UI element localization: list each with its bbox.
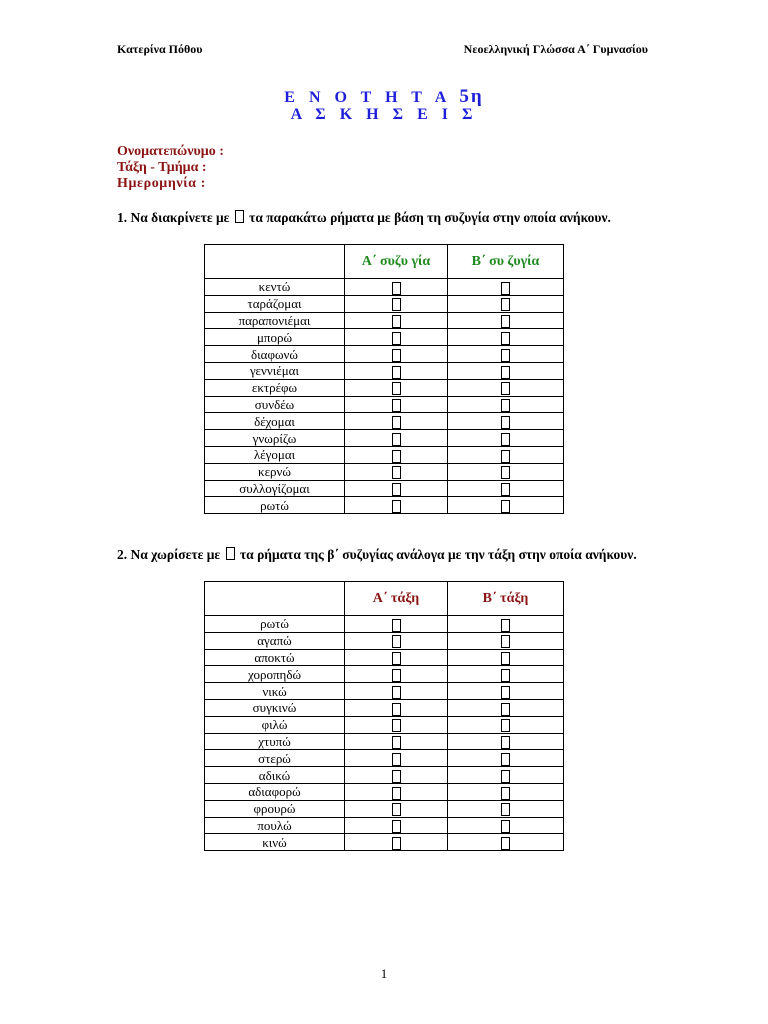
checkbox-b[interactable]	[501, 719, 510, 732]
checkbox-b[interactable]	[501, 787, 510, 800]
checkbox-cell-b	[448, 632, 564, 649]
checkbox-b[interactable]	[501, 686, 510, 699]
exercise1-prompt	[117, 209, 657, 227]
verb-cell: χτυπώ	[205, 733, 345, 750]
checkbox-b[interactable]	[501, 332, 510, 345]
checkbox-cell-b	[448, 817, 564, 834]
verb-cell: αδιαφορώ	[205, 783, 345, 800]
verb-cell: αδικώ	[205, 767, 345, 784]
table-row	[205, 783, 564, 800]
exercise2-table	[204, 581, 564, 851]
checkbox-cell-b	[448, 683, 564, 700]
checkbox-b[interactable]	[501, 652, 510, 665]
checkbox-cell-a	[345, 800, 448, 817]
checkbox-cell-a	[345, 463, 448, 480]
checkbox-cell-a	[345, 817, 448, 834]
checkbox-cell-b	[448, 834, 564, 851]
checkbox-a[interactable]	[392, 399, 401, 412]
table-row	[205, 632, 564, 649]
col-b-header: Β΄ τάξη	[448, 582, 564, 616]
checkbox-cell-b	[448, 279, 564, 296]
col-b-header: Β΄ συ ζυγία	[448, 245, 564, 279]
verb-cell: στερώ	[205, 750, 345, 767]
checkbox-cell-a	[345, 413, 448, 430]
verb-cell: φρουρώ	[205, 800, 345, 817]
checkbox-b[interactable]	[501, 366, 510, 379]
table-row	[205, 413, 564, 430]
table-row	[205, 699, 564, 716]
checkbox-a[interactable]	[392, 282, 401, 295]
verb-cell: ρωτώ	[205, 616, 345, 633]
table-row	[205, 329, 564, 346]
col-a-header: Α΄ συζυ γία	[345, 245, 448, 279]
checkbox-cell-a	[345, 362, 448, 379]
checkbox-a[interactable]	[392, 703, 401, 716]
verb-cell: αγαπώ	[205, 632, 345, 649]
table-row	[205, 379, 564, 396]
table-row	[205, 683, 564, 700]
checkbox-b[interactable]	[501, 669, 510, 682]
checkbox-cell-b	[448, 767, 564, 784]
table-row	[205, 817, 564, 834]
checkbox-cell-a	[345, 295, 448, 312]
table-row	[205, 834, 564, 851]
checkbox-cell-b	[448, 379, 564, 396]
checkbox-cell-b	[448, 666, 564, 683]
verb-cell: ταράζομαι	[205, 295, 345, 312]
verb-cell: λέγομαι	[205, 446, 345, 463]
verb-cell: φιλώ	[205, 716, 345, 733]
checkbox-cell-a	[345, 312, 448, 329]
verb-cell: γεννιέμαι	[205, 362, 345, 379]
checkbox-a[interactable]	[392, 770, 401, 783]
checkbox-cell-a	[345, 616, 448, 633]
unit-number: 5η	[459, 86, 484, 107]
verb-column-header	[205, 582, 345, 616]
checkbox-cell-b	[448, 649, 564, 666]
checkbox-cell-b	[448, 616, 564, 633]
checkbox-cell-b	[448, 396, 564, 413]
table-row	[205, 295, 564, 312]
table-row	[205, 362, 564, 379]
checkbox-b[interactable]	[501, 433, 510, 446]
checkbox-a[interactable]	[392, 366, 401, 379]
table-row	[205, 463, 564, 480]
verb-cell: γνωρίζω	[205, 430, 345, 447]
header-author: Κατερίνα Πόθου	[117, 42, 203, 56]
checkbox-b[interactable]	[501, 298, 510, 311]
name-field-label: Ονοματεπώνυμο :	[117, 144, 224, 159]
checkbox-b[interactable]	[501, 837, 510, 850]
checkbox-cell-b	[448, 430, 564, 447]
checkbox-cell-b	[448, 312, 564, 329]
verb-cell: πουλώ	[205, 817, 345, 834]
verb-cell: παραπονιέμαι	[205, 312, 345, 329]
checkbox-a[interactable]	[392, 803, 401, 816]
checkbox-b[interactable]	[501, 282, 510, 295]
checkbox-b[interactable]	[501, 416, 510, 429]
exercise1-prompt-start: 1. Να διακρίνετε με	[117, 210, 230, 225]
checkbox-b[interactable]	[501, 803, 510, 816]
verb-column-header	[205, 245, 345, 279]
checkbox-cell-b	[448, 733, 564, 750]
verb-cell: χοροπηδώ	[205, 666, 345, 683]
checkbox-cell-a	[345, 329, 448, 346]
checkbox-a[interactable]	[392, 837, 401, 850]
checkbox-b[interactable]	[501, 382, 510, 395]
checkbox-b[interactable]	[501, 466, 510, 479]
verb-cell: μπορώ	[205, 329, 345, 346]
table-row	[205, 312, 564, 329]
checkbox-b[interactable]	[501, 770, 510, 783]
table-row	[205, 767, 564, 784]
checkbox-a[interactable]	[392, 450, 401, 463]
table-row	[205, 649, 564, 666]
checkbox-cell-b	[448, 329, 564, 346]
table-row	[205, 480, 564, 497]
table-row	[205, 733, 564, 750]
table-row	[205, 497, 564, 514]
table-row	[205, 616, 564, 633]
checkbox-cell-a	[345, 396, 448, 413]
checkbox-a[interactable]	[392, 736, 401, 749]
checkbox-a[interactable]	[392, 820, 401, 833]
checkbox-b[interactable]	[501, 635, 510, 648]
date-field-label: Ημερομηνία :	[117, 176, 206, 191]
checkbox-a[interactable]	[392, 315, 401, 328]
checkbox-b[interactable]	[501, 483, 510, 496]
checkbox-cell-a	[345, 279, 448, 296]
checkbox-cell-b	[448, 716, 564, 733]
verb-cell: κερνώ	[205, 463, 345, 480]
verb-cell: δέχομαι	[205, 413, 345, 430]
exercise1-table	[204, 244, 564, 514]
checkbox-cell-a	[345, 649, 448, 666]
checkbox-cell-b	[448, 295, 564, 312]
checkbox-b[interactable]	[501, 450, 510, 463]
checkbox-b[interactable]	[501, 736, 510, 749]
exercise1-prompt-end: τα παρακάτω ρήματα με βάση τη συζυγία στην οποία ανήκουν.	[249, 210, 611, 225]
table-row	[205, 666, 564, 683]
exercise2-prompt-end: τα ρήματα της β΄ συζυγίας ανάλογα με την τάξη στην οποία ανήκουν.	[239, 547, 637, 562]
checkbox-a[interactable]	[392, 719, 401, 732]
class-field-label: Τάξη - Τμήμα :	[117, 160, 207, 175]
exercises-title: Α Σ Κ Η Σ Ε Ι Σ	[290, 106, 478, 123]
table-row	[205, 279, 564, 296]
checkbox-a[interactable]	[392, 332, 401, 345]
verb-cell: συλλογίζομαι	[205, 480, 345, 497]
checkbox-b[interactable]	[501, 399, 510, 412]
checkbox-cell-a	[345, 430, 448, 447]
checkbox-a[interactable]	[392, 483, 401, 496]
checkbox-cell-a	[345, 683, 448, 700]
checkbox-cell-b	[448, 783, 564, 800]
checkbox-cell-b	[448, 800, 564, 817]
checkbox-cell-b	[448, 480, 564, 497]
unit-title	[0, 86, 768, 108]
checkbox-a[interactable]	[392, 652, 401, 665]
checkbox-symbol-icon	[235, 210, 244, 223]
checkbox-cell-b	[448, 362, 564, 379]
header-course: Νεοελληνική Γλώσσα Α΄ Γυμνασίου	[463, 42, 648, 56]
checkbox-cell-b	[448, 346, 564, 363]
exercise2-prompt-start: 2. Να χωρίσετε με	[117, 547, 221, 562]
checkbox-cell-a	[345, 716, 448, 733]
checkbox-cell-b	[448, 446, 564, 463]
checkbox-cell-a	[345, 733, 448, 750]
checkbox-a[interactable]	[392, 382, 401, 395]
checkbox-symbol-icon	[226, 547, 235, 560]
checkbox-cell-a	[345, 346, 448, 363]
checkbox-cell-b	[448, 463, 564, 480]
checkbox-a[interactable]	[392, 635, 401, 648]
page-number: 1	[380, 966, 388, 981]
checkbox-cell-a	[345, 750, 448, 767]
verb-cell: νικώ	[205, 683, 345, 700]
checkbox-a[interactable]	[392, 753, 401, 766]
checkbox-cell-a	[345, 834, 448, 851]
checkbox-cell-a	[345, 783, 448, 800]
verb-cell: κινώ	[205, 834, 345, 851]
checkbox-a[interactable]	[392, 686, 401, 699]
checkbox-cell-b	[448, 750, 564, 767]
checkbox-b[interactable]	[501, 349, 510, 362]
col-a-header: Α΄ τάξη	[345, 582, 448, 616]
checkbox-cell-a	[345, 446, 448, 463]
checkbox-cell-b	[448, 699, 564, 716]
checkbox-b[interactable]	[501, 315, 510, 328]
verb-cell: συγκινώ	[205, 699, 345, 716]
checkbox-a[interactable]	[392, 416, 401, 429]
checkbox-b[interactable]	[501, 820, 510, 833]
checkbox-b[interactable]	[501, 703, 510, 716]
checkbox-cell-a	[345, 632, 448, 649]
verb-cell: αποκτώ	[205, 649, 345, 666]
checkbox-a[interactable]	[392, 298, 401, 311]
verb-cell: ρωτώ	[205, 497, 345, 514]
table-row	[205, 800, 564, 817]
exercise2-prompt	[117, 546, 657, 564]
unit-title-text: Ε Ν Ο Τ Η Τ Α	[284, 89, 451, 106]
table-row	[205, 430, 564, 447]
checkbox-cell-a	[345, 480, 448, 497]
table-row	[205, 446, 564, 463]
checkbox-b[interactable]	[501, 500, 510, 513]
checkbox-cell-a	[345, 379, 448, 396]
checkbox-cell-b	[448, 413, 564, 430]
verb-cell: συνδέω	[205, 396, 345, 413]
checkbox-a[interactable]	[392, 466, 401, 479]
verb-cell: διαφωνώ	[205, 346, 345, 363]
checkbox-b[interactable]	[501, 753, 510, 766]
checkbox-cell-b	[448, 497, 564, 514]
checkbox-b[interactable]	[501, 619, 510, 632]
table-row	[205, 346, 564, 363]
checkbox-cell-a	[345, 767, 448, 784]
checkbox-cell-a	[345, 497, 448, 514]
checkbox-a[interactable]	[392, 787, 401, 800]
checkbox-a[interactable]	[392, 619, 401, 632]
checkbox-cell-a	[345, 699, 448, 716]
table-row	[205, 396, 564, 413]
checkbox-a[interactable]	[392, 500, 401, 513]
table-row	[205, 750, 564, 767]
checkbox-a[interactable]	[392, 349, 401, 362]
verb-cell: εκτρέφω	[205, 379, 345, 396]
checkbox-a[interactable]	[392, 433, 401, 446]
verb-cell: κεντώ	[205, 279, 345, 296]
checkbox-cell-a	[345, 666, 448, 683]
checkbox-a[interactable]	[392, 669, 401, 682]
table-row	[205, 716, 564, 733]
